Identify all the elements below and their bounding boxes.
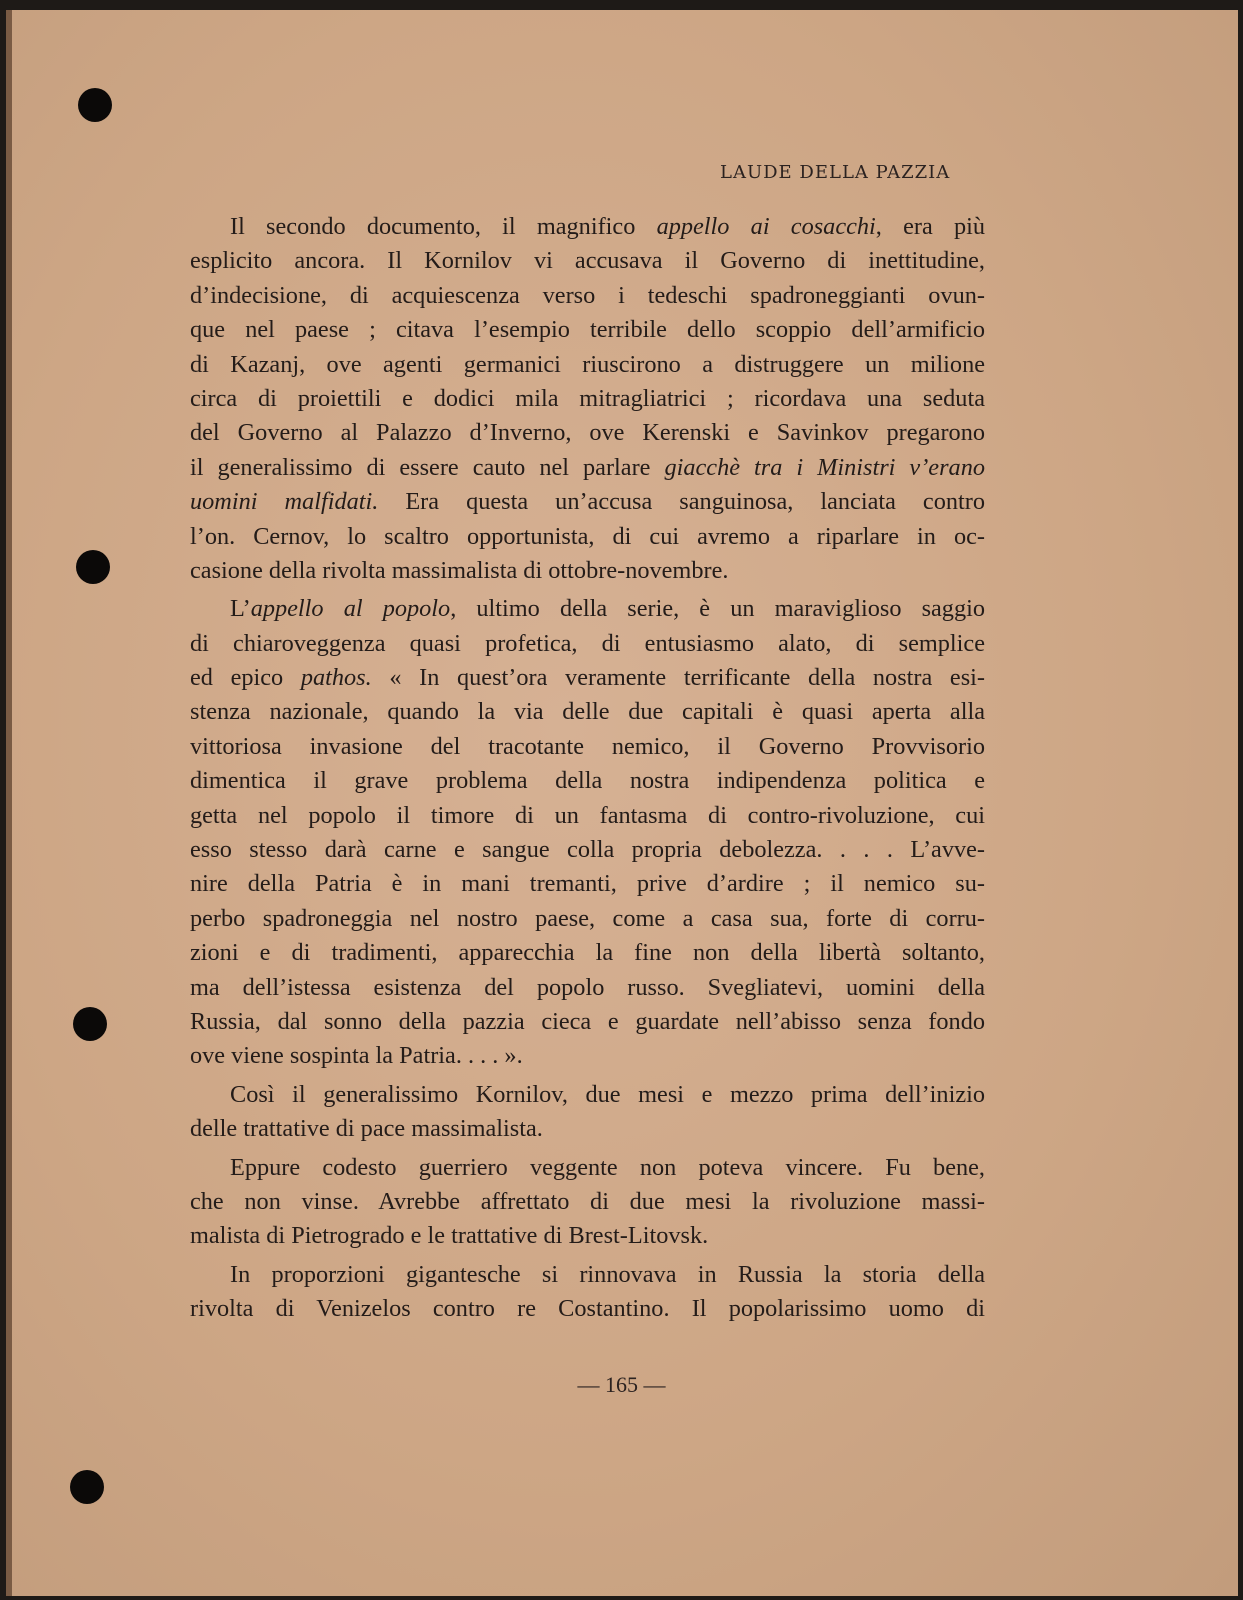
text-line: d’indecisione, di acquiescenza verso i tedeschi spadroneggianti ovun- xyxy=(190,281,985,309)
text-line: ed epico pathos. « In quest’ora veramente terrificante della nostra esi- xyxy=(190,664,985,692)
text-line: nire della Patria è in mani tremanti, prive d’ardire ; il nemico su- xyxy=(190,870,985,898)
binder-hole xyxy=(70,1470,104,1504)
text-line: Il secondo documento, il magnifico appello ai cosacchi, era più xyxy=(230,213,986,240)
text-line: getta nel popolo il timore di un fantasma di contro-rivoluzione, cui xyxy=(190,801,985,829)
text-line: Eppure codesto guerriero veggente non poteva vincere. Fu bene, xyxy=(230,1153,985,1181)
text-line: Così il generalissimo Kornilov, due mesi e mezzo prima dell’inizio xyxy=(230,1080,985,1108)
binder-hole xyxy=(76,550,110,584)
text-line: del Governo al Palazzo d’Inverno, ove Kerenski e Savinkov pregarono xyxy=(190,419,985,447)
text-line: il generalissimo di essere cauto nel parlare giacchè tra i Ministri v’erano xyxy=(190,453,985,481)
page-number: — 165 — xyxy=(577,1372,666,1397)
text-line: Russia, dal sonno della pazzia cieca e guardate nell’abisso senza fondo xyxy=(190,1007,985,1035)
text-line: delle trattative di pace massimalista. xyxy=(190,1115,543,1143)
text-line: ma dell’istessa esistenza del popolo russo. Svegliatevi, uomini della xyxy=(190,973,985,1001)
text-line: perbo spadroneggia nel nostro paese, come a casa sua, forte di corru- xyxy=(190,904,985,932)
binder-hole xyxy=(73,1007,107,1041)
text-line: L’appello al popolo, ultimo della serie, è un maraviglioso saggio xyxy=(230,595,986,623)
text-line: l’on. Cernov, lo scaltro opportunista, di cui avremo a riparlare in oc- xyxy=(190,522,985,550)
text-line: di Kazanj, ove agenti germanici riuscirono a distruggere un milione xyxy=(190,350,985,378)
text-line: In proporzioni gigantesche si rinnovava in Russia la storia della xyxy=(230,1260,985,1288)
text-line: stenza nazionale, quando la via delle due capitali è quasi aperta alla xyxy=(190,698,985,726)
running-head: LAUDE DELLA PAZZIA xyxy=(720,162,951,183)
text-line: esplicito ancora. Il Kornilov vi accusava il Governo di inettitudine, xyxy=(190,247,985,275)
text-line: malista di Pietrogrado e le trattative di Brest-Litovsk. xyxy=(190,1222,709,1250)
text-line: vittoriosa invasione del tracotante nemico, il Governo Provvisorio xyxy=(190,732,985,760)
text-line: uomini malfidati. Era questa un’accusa sanguinosa, lanciata contro xyxy=(190,488,985,516)
text-line: circa di proiettili e dodici mila mitragliatrici ; ricordava una seduta xyxy=(190,384,985,412)
text-line: di chiaroveggenza quasi profetica, di entusiasmo alato, di semplice xyxy=(190,629,985,657)
text-line: esso stesso darà carne e sangue colla propria debolezza. . . . L’avve- xyxy=(190,836,985,864)
body-text xyxy=(190,210,985,1327)
text-line: rivolta di Venizelos contro re Costantino. Il popolarissimo uomo di xyxy=(190,1295,985,1323)
text-line: zioni e di tradimenti, apparecchia la fine non della libertà soltanto, xyxy=(190,939,985,967)
text-line: dimentica il grave problema della nostra indipendenza politica e xyxy=(190,767,985,795)
text-line: que nel paese ; citava l’esempio terribile dello scoppio dell’armificio xyxy=(190,316,985,344)
text-line: che non vinse. Avrebbe affrettato di due mesi la rivoluzione massi- xyxy=(190,1187,985,1215)
binder-hole xyxy=(78,88,112,122)
text-line: ove viene sospinta la Patria. . . . ». xyxy=(190,1042,523,1070)
text-line: casione della rivolta massimalista di ottobre-novembre. xyxy=(190,556,729,584)
